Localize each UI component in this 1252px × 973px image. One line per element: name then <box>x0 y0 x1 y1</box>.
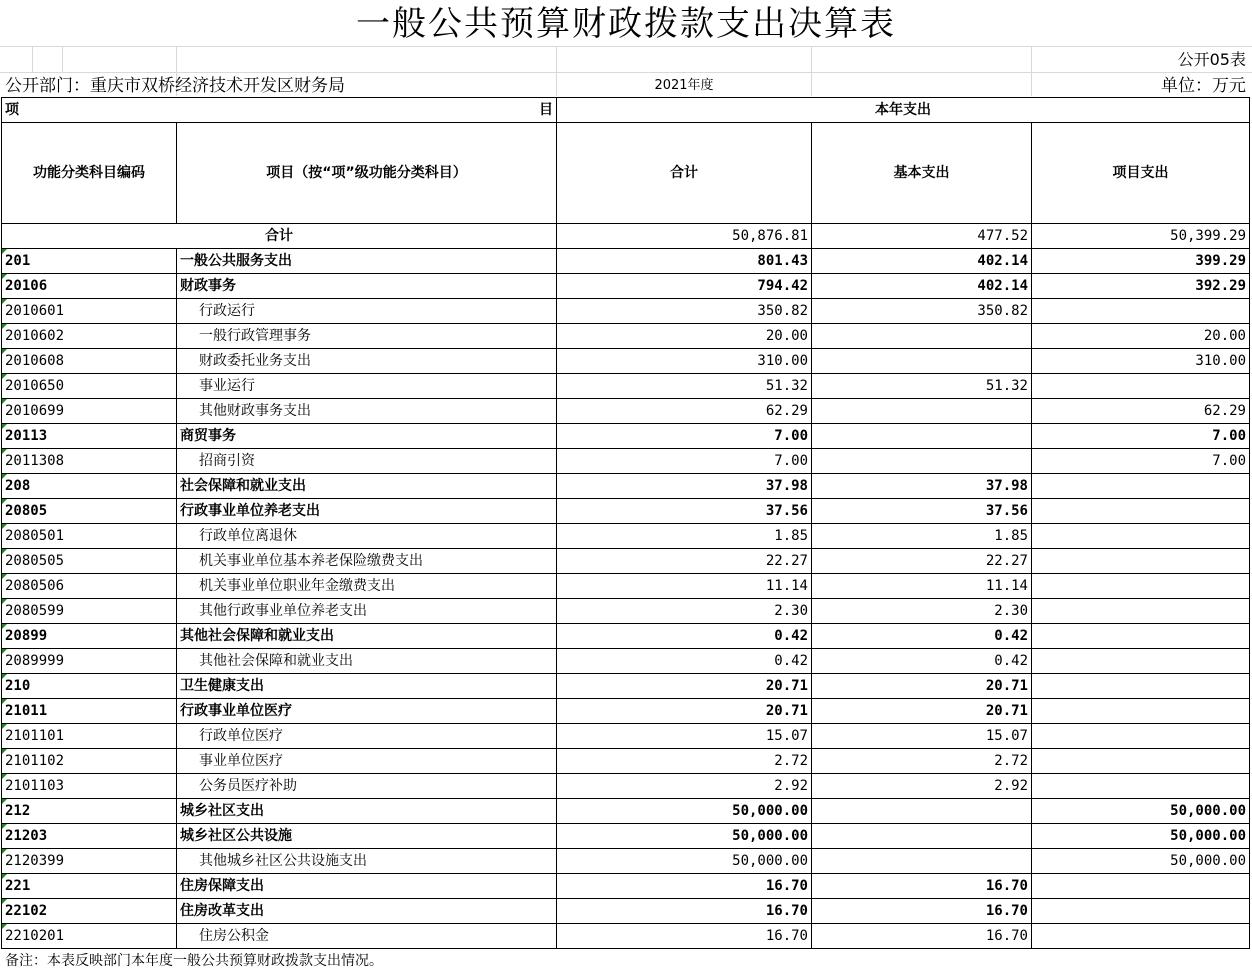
row-total: 22.27 <box>557 549 812 574</box>
row-project: 7.00 <box>1032 424 1250 449</box>
row-project <box>1032 899 1250 924</box>
row-code: 2210201 <box>2 924 177 949</box>
row-name: 其他社会保障和就业支出 <box>177 624 557 649</box>
row-basic: 20.71 <box>812 699 1032 724</box>
row-name: 城乡社区公共设施 <box>177 824 557 849</box>
row-name: 一般行政管理事务 <box>177 324 557 349</box>
row-name: 行政运行 <box>177 299 557 324</box>
table-row <box>2 799 1250 824</box>
row-code: 2101102 <box>2 749 177 774</box>
fiscal-year: 2021年度 <box>654 78 714 93</box>
table-row <box>2 824 1250 849</box>
row-total: 16.70 <box>557 874 812 899</box>
total-label: 合计 <box>2 224 557 249</box>
basic-column-header: 基本支出 <box>812 123 1032 224</box>
table-row <box>2 299 1250 324</box>
row-total: 794.42 <box>557 274 812 299</box>
row-total: 2.92 <box>557 774 812 799</box>
row-total: 1.85 <box>557 524 812 549</box>
row-code: 2080506 <box>2 574 177 599</box>
row-project <box>1032 749 1250 774</box>
row-name: 其他财政事务支出 <box>177 399 557 424</box>
row-name: 财政委托业务支出 <box>177 349 557 374</box>
row-code: 2080501 <box>2 524 177 549</box>
row-basic <box>812 449 1032 474</box>
row-total: 15.07 <box>557 724 812 749</box>
table-row <box>2 674 1250 699</box>
row-project <box>1032 924 1250 949</box>
row-code: 201 <box>2 249 177 274</box>
row-code: 20805 <box>2 499 177 524</box>
row-total: 37.56 <box>557 499 812 524</box>
row-project <box>1032 724 1250 749</box>
current-year-header: 本年支出 <box>557 98 1250 123</box>
row-code: 22102 <box>2 899 177 924</box>
row-project <box>1032 699 1250 724</box>
row-project <box>1032 674 1250 699</box>
table-row <box>2 449 1250 474</box>
table-row <box>2 924 1250 949</box>
row-basic: 22.27 <box>812 549 1032 574</box>
table-row <box>2 749 1250 774</box>
row-total: 51.32 <box>557 374 812 399</box>
row-total: 20.71 <box>557 674 812 699</box>
row-code: 2010601 <box>2 299 177 324</box>
row-name: 事业运行 <box>177 374 557 399</box>
row-code: 221 <box>2 874 177 899</box>
row-basic: 2.92 <box>812 774 1032 799</box>
row-total: 20.71 <box>557 699 812 724</box>
department-label: 公开部门：重庆市双桥经济技术开发区财务局 <box>5 76 345 96</box>
row-basic: 16.70 <box>812 874 1032 899</box>
row-project: 20.00 <box>1032 324 1250 349</box>
row-total: 7.00 <box>557 449 812 474</box>
row-total: 7.00 <box>557 424 812 449</box>
project-column-header: 项目支出 <box>1032 123 1250 224</box>
row-basic: 0.42 <box>812 624 1032 649</box>
row-name: 事业单位医疗 <box>177 749 557 774</box>
row-project <box>1032 299 1250 324</box>
row-name: 住房改革支出 <box>177 899 557 924</box>
row-name: 城乡社区支出 <box>177 799 557 824</box>
row-name: 行政事业单位医疗 <box>177 699 557 724</box>
item-header-xiang: 项 <box>5 102 19 118</box>
table-row <box>2 574 1250 599</box>
table-row <box>2 499 1250 524</box>
row-name: 住房公积金 <box>177 924 557 949</box>
item-header-mu: 目 <box>539 102 553 118</box>
row-project <box>1032 599 1250 624</box>
header-row-1 <box>2 98 1250 123</box>
row-project: 310.00 <box>1032 349 1250 374</box>
row-code: 2080505 <box>2 549 177 574</box>
table-row <box>2 549 1250 574</box>
row-code: 2080599 <box>2 599 177 624</box>
row-basic: 51.32 <box>812 374 1032 399</box>
row-code: 20113 <box>2 424 177 449</box>
row-basic: 0.42 <box>812 649 1032 674</box>
row-total: 2.72 <box>557 749 812 774</box>
table-row <box>2 874 1250 899</box>
row-project: 50,000.00 <box>1032 799 1250 824</box>
row-code: 2101103 <box>2 774 177 799</box>
row-basic: 16.70 <box>812 899 1032 924</box>
row-total: 50,000.00 <box>557 824 812 849</box>
row-code: 2010608 <box>2 349 177 374</box>
table-row <box>2 424 1250 449</box>
row-project <box>1032 549 1250 574</box>
row-basic: 15.07 <box>812 724 1032 749</box>
grid-line <box>0 72 1252 73</box>
name-column-header: 项目（按“项”级功能分类科目） <box>177 123 557 224</box>
row-total: 310.00 <box>557 349 812 374</box>
row-name: 住房保障支出 <box>177 874 557 899</box>
row-basic: 37.98 <box>812 474 1032 499</box>
row-basic <box>812 424 1032 449</box>
table-row <box>2 774 1250 799</box>
row-project <box>1032 574 1250 599</box>
table-row <box>2 249 1250 274</box>
row-basic: 1.85 <box>812 524 1032 549</box>
expenditure-table <box>1 97 1250 949</box>
form-number: 公开05表 <box>1177 50 1246 69</box>
row-basic: 350.82 <box>812 299 1032 324</box>
table-row <box>2 649 1250 674</box>
table-row <box>2 374 1250 399</box>
row-project: 392.29 <box>1032 274 1250 299</box>
row-name: 招商引资 <box>177 449 557 474</box>
row-total: 0.42 <box>557 624 812 649</box>
row-basic: 37.56 <box>812 499 1032 524</box>
table-row <box>2 474 1250 499</box>
row-name: 行政单位医疗 <box>177 724 557 749</box>
table-row <box>2 849 1250 874</box>
row-basic: 20.71 <box>812 674 1032 699</box>
total-row <box>2 224 1250 249</box>
row-code: 20106 <box>2 274 177 299</box>
unit-label: 单位：万元 <box>1161 76 1246 96</box>
row-total: 2.30 <box>557 599 812 624</box>
total-column-header: 合计 <box>557 123 812 224</box>
row-code: 212 <box>2 799 177 824</box>
table-row <box>2 324 1250 349</box>
table-row <box>2 399 1250 424</box>
row-basic: 11.14 <box>812 574 1032 599</box>
row-total: 37.98 <box>557 474 812 499</box>
row-code: 2010602 <box>2 324 177 349</box>
table-row <box>2 524 1250 549</box>
row-basic <box>812 324 1032 349</box>
row-name: 公务员医疗补助 <box>177 774 557 799</box>
row-name: 其他社会保障和就业支出 <box>177 649 557 674</box>
row-total: 50,000.00 <box>557 849 812 874</box>
total-row-basic: 477.52 <box>812 224 1032 249</box>
row-name: 机关事业单位职业年金缴费支出 <box>177 574 557 599</box>
row-project: 50,000.00 <box>1032 824 1250 849</box>
row-basic <box>812 399 1032 424</box>
total-row-total: 50,876.81 <box>557 224 812 249</box>
footnote: 备注：本表反映部门本年度一般公共预算财政拨款支出情况。 <box>5 953 383 969</box>
row-code: 208 <box>2 474 177 499</box>
row-basic <box>812 349 1032 374</box>
row-name: 行政单位离退休 <box>177 524 557 549</box>
row-total: 50,000.00 <box>557 799 812 824</box>
row-total: 16.70 <box>557 899 812 924</box>
code-column-header: 功能分类科目编码 <box>2 123 177 224</box>
row-name: 卫生健康支出 <box>177 674 557 699</box>
row-code: 21011 <box>2 699 177 724</box>
table-row <box>2 349 1250 374</box>
row-name: 其他城乡社区公共设施支出 <box>177 849 557 874</box>
row-project: 62.29 <box>1032 399 1250 424</box>
row-code: 2089999 <box>2 649 177 674</box>
item-header-cell <box>2 98 557 123</box>
row-basic: 402.14 <box>812 274 1032 299</box>
row-basic <box>812 849 1032 874</box>
row-total: 0.42 <box>557 649 812 674</box>
row-basic: 16.70 <box>812 924 1032 949</box>
row-total: 801.43 <box>557 249 812 274</box>
row-name: 行政事业单位养老支出 <box>177 499 557 524</box>
row-project <box>1032 649 1250 674</box>
row-name: 机关事业单位基本养老保险缴费支出 <box>177 549 557 574</box>
row-project: 50,000.00 <box>1032 849 1250 874</box>
row-code: 2010650 <box>2 374 177 399</box>
row-total: 11.14 <box>557 574 812 599</box>
row-code: 2011308 <box>2 449 177 474</box>
row-total: 350.82 <box>557 299 812 324</box>
header-row-2 <box>2 123 1250 224</box>
grid-line <box>0 46 1252 47</box>
table-row <box>2 724 1250 749</box>
row-basic: 2.72 <box>812 749 1032 774</box>
row-code: 210 <box>2 674 177 699</box>
row-total: 62.29 <box>557 399 812 424</box>
grid-line <box>811 46 812 96</box>
row-basic: 2.30 <box>812 599 1032 624</box>
row-project <box>1032 624 1250 649</box>
table-row <box>2 899 1250 924</box>
row-project <box>1032 499 1250 524</box>
page-title: 一般公共预算财政拨款支出决算表 <box>356 4 896 44</box>
row-code: 20899 <box>2 624 177 649</box>
table-row <box>2 624 1250 649</box>
grid-line <box>62 46 63 72</box>
row-project: 7.00 <box>1032 449 1250 474</box>
row-basic <box>812 799 1032 824</box>
grid-line <box>1031 46 1032 96</box>
row-total: 20.00 <box>557 324 812 349</box>
row-basic: 402.14 <box>812 249 1032 274</box>
row-project <box>1032 374 1250 399</box>
table-row <box>2 699 1250 724</box>
row-project <box>1032 524 1250 549</box>
row-total: 16.70 <box>557 924 812 949</box>
row-project: 399.29 <box>1032 249 1250 274</box>
row-project <box>1032 874 1250 899</box>
row-project <box>1032 474 1250 499</box>
table-row <box>2 599 1250 624</box>
row-code: 2010699 <box>2 399 177 424</box>
row-code: 21203 <box>2 824 177 849</box>
row-name: 其他行政事业单位养老支出 <box>177 599 557 624</box>
row-name: 一般公共服务支出 <box>177 249 557 274</box>
row-name: 商贸事务 <box>177 424 557 449</box>
row-code: 2120399 <box>2 849 177 874</box>
total-row-project: 50,399.29 <box>1032 224 1250 249</box>
row-name: 财政事务 <box>177 274 557 299</box>
row-project <box>1032 774 1250 799</box>
row-name: 社会保障和就业支出 <box>177 474 557 499</box>
row-code: 2101101 <box>2 724 177 749</box>
row-basic <box>812 824 1032 849</box>
grid-line <box>32 46 33 72</box>
table-row <box>2 274 1250 299</box>
